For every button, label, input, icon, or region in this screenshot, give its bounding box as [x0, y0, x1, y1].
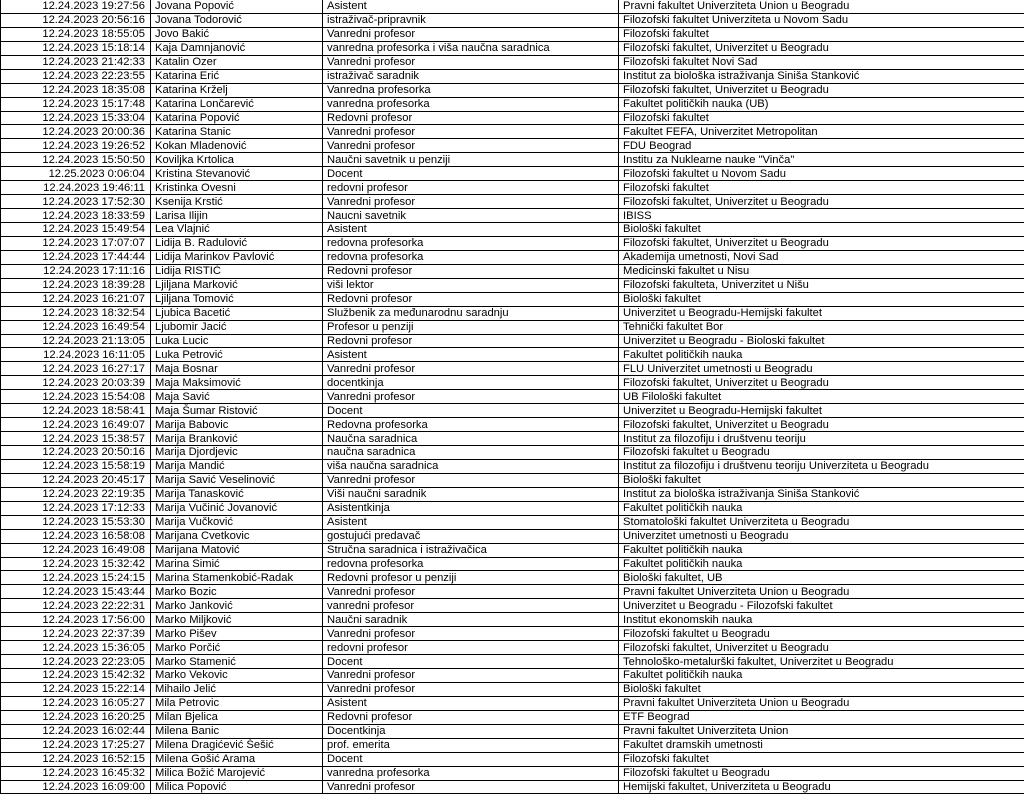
institution-cell: Filozofski fakultet, Univerzitet u Beogradu	[619, 376, 1024, 390]
institution-cell: Filozofski fakultet	[619, 181, 1024, 195]
title-cell: redovna profesorka	[323, 557, 619, 571]
title-cell: Redovni profesor u penziji	[323, 571, 619, 585]
title-cell: Vanredni profesor	[323, 780, 619, 794]
title-cell: redovni profesor	[323, 181, 619, 195]
table-row	[1, 27, 1024, 41]
institution-cell: Fakultet političkih nauka	[619, 669, 1024, 683]
table-row	[1, 55, 1024, 69]
timestamp-cell: 12.24.2023 22:22:31	[1, 599, 151, 613]
timestamp-cell: 12.24.2023 17:44:44	[1, 250, 151, 264]
table-row	[1, 543, 1024, 557]
name-cell: Katarina Krželj	[151, 83, 323, 97]
institution-cell: Univerzitet u Beogradu-Hemijski fakultet	[619, 306, 1024, 320]
table-row	[1, 125, 1024, 139]
name-cell: Milena Gošić Arama	[151, 752, 323, 766]
timestamp-cell: 12.24.2023 16:49:08	[1, 543, 151, 557]
name-cell: Milan Bjelica	[151, 710, 323, 724]
title-cell: Asistent	[323, 696, 619, 710]
title-cell: istraživač-pripravnik	[323, 13, 619, 27]
timestamp-cell: 12.24.2023 16:49:54	[1, 320, 151, 334]
timestamp-cell: 12.24.2023 15:32:42	[1, 557, 151, 571]
name-cell: Marko Stamenić	[151, 655, 323, 669]
name-cell: Marko Vekovic	[151, 669, 323, 683]
timestamp-cell: 12.24.2023 16:05:27	[1, 696, 151, 710]
institution-cell: Filozofski fakultet, Univerzitet u Beogradu	[619, 641, 1024, 655]
institution-cell: Tehnički fakultet Bor	[619, 320, 1024, 334]
name-cell: Marija Tanasković	[151, 487, 323, 501]
title-cell: Docentkinja	[323, 724, 619, 738]
title-cell: Docent	[323, 752, 619, 766]
name-cell: Jovo Bakić	[151, 27, 323, 41]
name-cell: Maja Maksimović	[151, 376, 323, 390]
name-cell: Lea Vlajnić	[151, 223, 323, 237]
name-cell: Katarina Popović	[151, 111, 323, 125]
table-row	[1, 682, 1024, 696]
institution-cell: Medicinski fakultet u Nisu	[619, 264, 1024, 278]
table-row	[1, 292, 1024, 306]
timestamp-cell: 12.24.2023 16:02:44	[1, 724, 151, 738]
title-cell: redovna profesorka	[323, 250, 619, 264]
table-row	[1, 585, 1024, 599]
institution-cell: Fakultet dramskih umetnosti	[619, 738, 1024, 752]
name-cell: Kokan Mladenović	[151, 139, 323, 153]
timestamp-cell: 12.24.2023 22:19:35	[1, 487, 151, 501]
name-cell: Milena Dragićević Šešić	[151, 738, 323, 752]
institution-cell: IBISS	[619, 209, 1024, 223]
timestamp-cell: 12.24.2023 18:55:05	[1, 27, 151, 41]
table-row	[1, 655, 1024, 669]
table-row	[1, 41, 1024, 55]
timestamp-cell: 12.24.2023 15:36:05	[1, 641, 151, 655]
timestamp-cell: 12.25.2023 0:06:04	[1, 167, 151, 181]
institution-cell: Institut za filozofiju i društvenu teoriju Univerziteta u Beogradu	[619, 459, 1024, 473]
title-cell: Naučni saradnik	[323, 613, 619, 627]
institution-cell: Filozofski fakultet Univerziteta u Novom Sadu	[619, 13, 1024, 27]
title-cell: gostujući predavač	[323, 529, 619, 543]
institution-cell: Filozofski fakultet, Univerzitet u Beogradu	[619, 418, 1024, 432]
timestamp-cell: 12.24.2023 15:33:04	[1, 111, 151, 125]
title-cell: Vanredni profesor	[323, 585, 619, 599]
name-cell: Luka Petrović	[151, 348, 323, 362]
table-row	[1, 404, 1024, 418]
title-cell: Redovni profesor	[323, 292, 619, 306]
institution-cell: Tehnološko-metalurški fakultet, Univerzitet u Beogradu	[619, 655, 1024, 669]
timestamp-cell: 12.24.2023 18:39:28	[1, 278, 151, 292]
institution-cell: Filozofski fakultet u Beogradu	[619, 627, 1024, 641]
name-cell: Marija Vučković	[151, 515, 323, 529]
timestamp-cell: 12.24.2023 16:49:07	[1, 418, 151, 432]
institution-cell: Stomatološki fakultet Univerziteta u Beogradu	[619, 515, 1024, 529]
institution-cell: Univerzitet u Beogradu - Filozofski fakultet	[619, 599, 1024, 613]
name-cell: Marijana Matović	[151, 543, 323, 557]
timestamp-cell: 12.24.2023 15:42:32	[1, 669, 151, 683]
table-row	[1, 613, 1024, 627]
name-cell: Ljiljana Tomović	[151, 292, 323, 306]
title-cell: Redovni profesor	[323, 334, 619, 348]
institution-cell: Filozofski fakultet u Beogradu	[619, 446, 1024, 460]
institution-cell: Biološki fakultet	[619, 292, 1024, 306]
institution-cell: Biološki fakultet	[619, 223, 1024, 237]
table-row	[1, 487, 1024, 501]
table-row	[1, 501, 1024, 515]
timestamp-cell: 12.24.2023 19:26:52	[1, 139, 151, 153]
title-cell: Viši naučni saradnik	[323, 487, 619, 501]
name-cell: Marko Pišev	[151, 627, 323, 641]
title-cell: vanredni profesor	[323, 599, 619, 613]
table-row	[1, 571, 1024, 585]
name-cell: Ksenija Krstić	[151, 195, 323, 209]
table-row	[1, 334, 1024, 348]
name-cell: Ljiljana Marković	[151, 278, 323, 292]
timestamp-cell: 12.24.2023 17:25:27	[1, 738, 151, 752]
table-row	[1, 13, 1024, 27]
table-row	[1, 264, 1024, 278]
table-row	[1, 195, 1024, 209]
name-cell: Maja Šumar Ristović	[151, 404, 323, 418]
name-cell: Mila Petrovic	[151, 696, 323, 710]
institution-cell: Filozofski fakultet, Univerzitet u Beogradu	[619, 41, 1024, 55]
timestamp-cell: 12.24.2023 16:21:07	[1, 292, 151, 306]
name-cell: Milica Božić Marojević	[151, 766, 323, 780]
table-row	[1, 97, 1024, 111]
title-cell: Naučni savetnik u penziji	[323, 153, 619, 167]
timestamp-cell: 12.24.2023 17:52:30	[1, 195, 151, 209]
title-cell: Stručna saradnica i istraživačica	[323, 543, 619, 557]
timestamp-cell: 12.24.2023 15:49:54	[1, 223, 151, 237]
institution-cell: Institut za biološka istraživanja Siniša Stanković	[619, 487, 1024, 501]
timestamp-cell: 12.24.2023 20:03:39	[1, 376, 151, 390]
title-cell: Asistent	[323, 223, 619, 237]
name-cell: Marija Savić Veselinović	[151, 473, 323, 487]
timestamp-cell: 12.24.2023 19:46:11	[1, 181, 151, 195]
table-row	[1, 348, 1024, 362]
institution-cell: Pravni fakultet Univerziteta Union u Beogradu	[619, 585, 1024, 599]
institution-cell: Biološki fakultet, UB	[619, 571, 1024, 585]
institution-cell: Univerzitet u Beogradu - Bioloski fakultet	[619, 334, 1024, 348]
table-row	[1, 696, 1024, 710]
timestamp-cell: 12.24.2023 15:54:08	[1, 390, 151, 404]
name-cell: Marija Branković	[151, 432, 323, 446]
institution-cell: Filozofski fakultet, Univerzitet u Beogradu	[619, 236, 1024, 250]
institution-cell: Institut za biološka istraživanja Siniša Stanković	[619, 69, 1024, 83]
name-cell: Koviljka Krtolica	[151, 153, 323, 167]
institution-cell: ETF Beograd	[619, 710, 1024, 724]
name-cell: Lidija B. Radulović	[151, 236, 323, 250]
table-row	[1, 446, 1024, 460]
name-cell: Kristinka Ovesni	[151, 181, 323, 195]
institution-cell: Filozofski fakultet Novi Sad	[619, 55, 1024, 69]
institution-cell: Pravni fakultet Univerziteta Union u Beogradu	[619, 0, 1024, 13]
institution-cell: Filozofski fakulteta, Univerzitet u Nišu	[619, 278, 1024, 292]
name-cell: Marina Stamenkobić-Radak	[151, 571, 323, 585]
table-row	[1, 153, 1024, 167]
title-cell: Asistentkinja	[323, 501, 619, 515]
name-cell: Marko Bozic	[151, 585, 323, 599]
title-cell: vanredna profesorka	[323, 97, 619, 111]
timestamp-cell: 12.24.2023 15:43:44	[1, 585, 151, 599]
title-cell: Vanredni profesor	[323, 139, 619, 153]
timestamp-cell: 12.24.2023 16:27:17	[1, 362, 151, 376]
timestamp-cell: 12.24.2023 16:09:00	[1, 780, 151, 794]
timestamp-cell: 12.24.2023 20:00:36	[1, 125, 151, 139]
institution-cell: Fakultet političkih nauka	[619, 557, 1024, 571]
timestamp-cell: 12.24.2023 15:18:14	[1, 41, 151, 55]
table-row	[1, 529, 1024, 543]
table-row	[1, 432, 1024, 446]
title-cell: Docent	[323, 167, 619, 181]
timestamp-cell: 12.24.2023 16:45:32	[1, 766, 151, 780]
table-row	[1, 376, 1024, 390]
institution-cell: FDU Beograd	[619, 139, 1024, 153]
title-cell: Docent	[323, 655, 619, 669]
title-cell: Vanredni profesor	[323, 627, 619, 641]
table-row	[1, 111, 1024, 125]
timestamp-cell: 12.24.2023 18:32:54	[1, 306, 151, 320]
title-cell: Naucni savetnik	[323, 209, 619, 223]
title-cell: viši lektor	[323, 278, 619, 292]
timestamp-cell: 12.24.2023 15:58:19	[1, 459, 151, 473]
name-cell: Katarina Stanic	[151, 125, 323, 139]
title-cell: Redovni profesor	[323, 111, 619, 125]
title-cell: Asistent	[323, 348, 619, 362]
title-cell: Vanredna profesorka	[323, 83, 619, 97]
title-cell: vanredna profesorka i viša naučna saradnica	[323, 41, 619, 55]
institution-cell: UB Filološki fakultet	[619, 390, 1024, 404]
title-cell: Vanredni profesor	[323, 55, 619, 69]
timestamp-cell: 12.24.2023 16:58:08	[1, 529, 151, 543]
timestamp-cell: 12.24.2023 15:50:50	[1, 153, 151, 167]
title-cell: Profesor u penziji	[323, 320, 619, 334]
title-cell: Redovna profesorka	[323, 418, 619, 432]
institution-cell: Hemijski fakultet, Univerziteta u Beogradu	[619, 780, 1024, 794]
timestamp-cell: 12.24.2023 15:24:15	[1, 571, 151, 585]
institution-cell: Fakultet političkih nauka	[619, 348, 1024, 362]
table-row	[1, 641, 1024, 655]
timestamp-cell: 12.24.2023 15:17:48	[1, 97, 151, 111]
title-cell: naučna saradnica	[323, 446, 619, 460]
timestamp-cell: 12.24.2023 16:52:15	[1, 752, 151, 766]
institution-cell: Fakultet političkih nauka (UB)	[619, 97, 1024, 111]
title-cell: Vanredni profesor	[323, 390, 619, 404]
institution-cell: Filozofski fakultet	[619, 111, 1024, 125]
title-cell: Asistent	[323, 0, 619, 13]
table-row	[1, 236, 1024, 250]
title-cell: prof. emerita	[323, 738, 619, 752]
table-row	[1, 306, 1024, 320]
name-cell: Lidija Marinkov Pavlović	[151, 250, 323, 264]
table-row	[1, 627, 1024, 641]
title-cell: Vanredni profesor	[323, 669, 619, 683]
table-row	[1, 167, 1024, 181]
institution-cell: Filozofski fakultet	[619, 752, 1024, 766]
name-cell: Marko Janković	[151, 599, 323, 613]
title-cell: Naučna saradnica	[323, 432, 619, 446]
name-cell: Marko Porčić	[151, 641, 323, 655]
title-cell: redovni profesor	[323, 641, 619, 655]
title-cell: Vanredni profesor	[323, 362, 619, 376]
table-row	[1, 418, 1024, 432]
timestamp-cell: 12.24.2023 18:33:59	[1, 209, 151, 223]
timestamp-cell: 12.24.2023 22:23:55	[1, 69, 151, 83]
timestamp-cell: 12.24.2023 16:20:25	[1, 710, 151, 724]
title-cell: Vanredni profesor	[323, 195, 619, 209]
institution-cell: Filozofski fakultet u Novom Sadu	[619, 167, 1024, 181]
table-row	[1, 557, 1024, 571]
table-row	[1, 710, 1024, 724]
institution-cell: FLU Univerzitet umetnosti u Beogradu	[619, 362, 1024, 376]
institution-cell: Filozofski fakultet, Univerzitet u Beogradu	[619, 195, 1024, 209]
name-cell: Katarina Lončarević	[151, 97, 323, 111]
table-row	[1, 752, 1024, 766]
table-row	[1, 724, 1024, 738]
title-cell: Vanredni profesor	[323, 682, 619, 696]
timestamp-cell: 12.24.2023 20:56:16	[1, 13, 151, 27]
name-cell: Marija Mandić	[151, 459, 323, 473]
name-cell: Marina Simić	[151, 557, 323, 571]
timestamp-cell: 12.24.2023 21:13:05	[1, 334, 151, 348]
table-row	[1, 278, 1024, 292]
name-cell: Larisa Ilijin	[151, 209, 323, 223]
name-cell: Marijana Cvetkovic	[151, 529, 323, 543]
timestamp-cell: 12.24.2023 18:58:41	[1, 404, 151, 418]
name-cell: Milica Popović	[151, 780, 323, 794]
title-cell: Službenik za međunarodnu saradnju	[323, 306, 619, 320]
table-row	[1, 0, 1024, 13]
name-cell: Maja Savić	[151, 390, 323, 404]
institution-cell: Univerzitet u Beogradu-Hemijski fakultet	[619, 404, 1024, 418]
institution-cell: Fakultet političkih nauka	[619, 501, 1024, 515]
table-row	[1, 390, 1024, 404]
institution-cell: Akademija umetnosti, Novi Sad	[619, 250, 1024, 264]
title-cell: Asistent	[323, 515, 619, 529]
institution-cell: Univerzitet umetnosti u Beogradu	[619, 529, 1024, 543]
table-body	[1, 0, 1024, 794]
title-cell: redovna profesorka	[323, 236, 619, 250]
name-cell: Jovana Popović	[151, 0, 323, 13]
table-row	[1, 362, 1024, 376]
name-cell: Marija Djordjevic	[151, 446, 323, 460]
table-row	[1, 181, 1024, 195]
name-cell: Ljubomir Jacić	[151, 320, 323, 334]
table-row	[1, 69, 1024, 83]
table-row	[1, 473, 1024, 487]
name-cell: Maja Bosnar	[151, 362, 323, 376]
name-cell: Milena Banic	[151, 724, 323, 738]
timestamp-cell: 12.24.2023 17:07:07	[1, 236, 151, 250]
table-row	[1, 320, 1024, 334]
table-row	[1, 250, 1024, 264]
name-cell: Marko Miljković	[151, 613, 323, 627]
timestamp-cell: 12.24.2023 15:53:30	[1, 515, 151, 529]
title-cell: vanredna profesorka	[323, 766, 619, 780]
name-cell: Marija Vučinić Jovanović	[151, 501, 323, 515]
institution-cell: Fakultet FEFA, Univerzitet Metropolitan	[619, 125, 1024, 139]
timestamp-cell: 12.24.2023 17:12:33	[1, 501, 151, 515]
name-cell: Luka Lucic	[151, 334, 323, 348]
title-cell: Vanredni profesor	[323, 473, 619, 487]
institution-cell: Institut za filozofiju i društvenu teoriju	[619, 432, 1024, 446]
table-row	[1, 139, 1024, 153]
timestamp-cell: 12.24.2023 18:35:08	[1, 83, 151, 97]
timestamp-cell: 12.24.2023 20:50:16	[1, 446, 151, 460]
table-row	[1, 780, 1024, 794]
timestamp-cell: 12.24.2023 20:45:17	[1, 473, 151, 487]
timestamp-cell: 12.24.2023 15:38:57	[1, 432, 151, 446]
timestamp-cell: 12.24.2023 16:11:05	[1, 348, 151, 362]
title-cell: Redovni profesor	[323, 264, 619, 278]
table-row	[1, 83, 1024, 97]
institution-cell: Fakultet političkih nauka	[619, 543, 1024, 557]
institution-cell: Filozofski fakultet u Beogradu	[619, 766, 1024, 780]
title-cell: istraživač saradnik	[323, 69, 619, 83]
timestamp-cell: 12.24.2023 21:42:33	[1, 55, 151, 69]
title-cell: viša naučna saradnica	[323, 459, 619, 473]
institution-cell: Pravni fakultet Univerziteta Union	[619, 724, 1024, 738]
name-cell: Kaja Damnjanović	[151, 41, 323, 55]
title-cell: Vanredni profesor	[323, 27, 619, 41]
title-cell: Vanredni profesor	[323, 125, 619, 139]
name-cell: Kristina Stevanović	[151, 167, 323, 181]
name-cell: Katalin Ozer	[151, 55, 323, 69]
title-cell: Docent	[323, 404, 619, 418]
table-row	[1, 209, 1024, 223]
table-row	[1, 766, 1024, 780]
timestamp-cell: 12.24.2023 22:37:39	[1, 627, 151, 641]
institution-cell: Institu za Nuklearne nauke "Vinča"	[619, 153, 1024, 167]
name-cell: Mihailo Jelić	[151, 682, 323, 696]
name-cell: Lidija RISTIĆ	[151, 264, 323, 278]
institution-cell: Pravni fakultet Univerziteta Union u Beogradu	[619, 696, 1024, 710]
title-cell: Redovni profesor	[323, 710, 619, 724]
name-cell: Jovana Todorović	[151, 13, 323, 27]
name-cell: Marija Babovic	[151, 418, 323, 432]
timestamp-cell: 12.24.2023 17:56:00	[1, 613, 151, 627]
name-cell: Katarina Erić	[151, 69, 323, 83]
table-row	[1, 459, 1024, 473]
timestamp-cell: 12.24.2023 19:27:56	[1, 0, 151, 13]
table-row	[1, 669, 1024, 683]
name-cell: Ljubica Bacetić	[151, 306, 323, 320]
timestamp-cell: 12.24.2023 22:23:05	[1, 655, 151, 669]
institution-cell: Institut ekonomskih nauka	[619, 613, 1024, 627]
institution-cell: Biološki fakultet	[619, 473, 1024, 487]
table-row	[1, 223, 1024, 237]
table-row	[1, 515, 1024, 529]
title-cell: docentkinja	[323, 376, 619, 390]
timestamp-cell: 12.24.2023 17:11:16	[1, 264, 151, 278]
institution-cell: Filozofski fakultet, Univerzitet u Beogradu	[619, 83, 1024, 97]
table-row	[1, 738, 1024, 752]
table-row	[1, 599, 1024, 613]
timestamp-cell: 12.24.2023 15:22:14	[1, 682, 151, 696]
institution-cell: Biološki fakultet	[619, 682, 1024, 696]
institution-cell: Filozofski fakultet	[619, 27, 1024, 41]
